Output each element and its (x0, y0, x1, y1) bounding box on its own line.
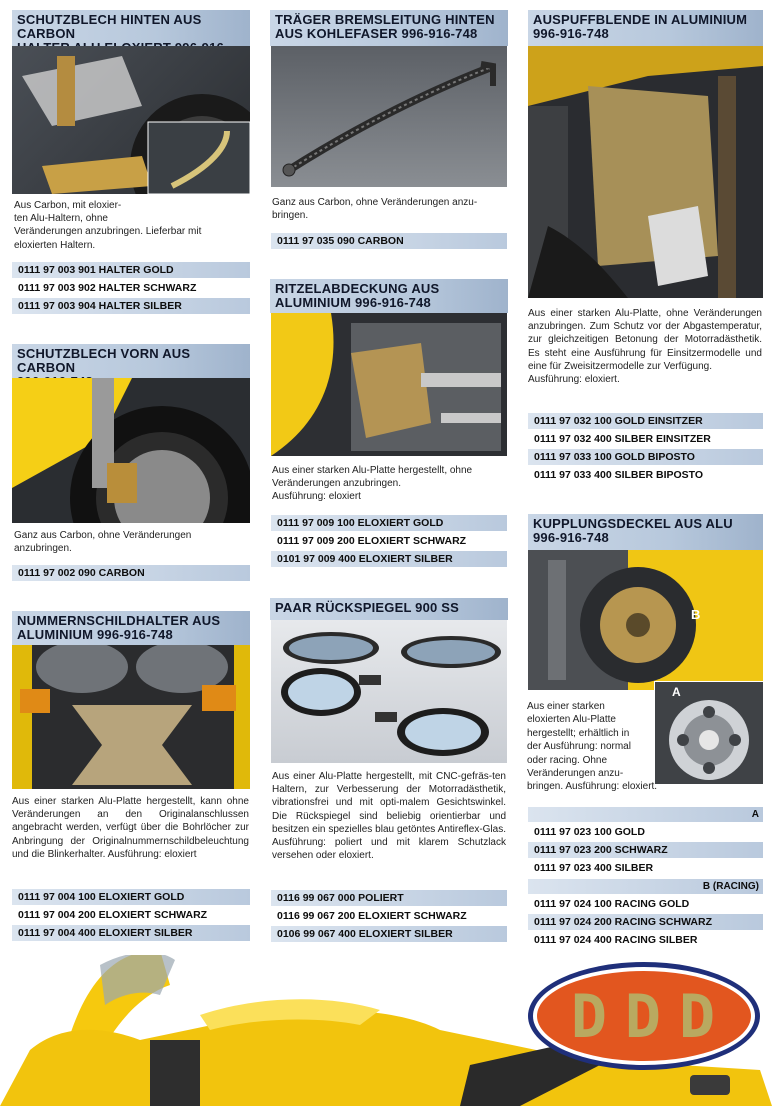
section-title (270, 10, 508, 46)
title-line: SCHUTZBLECH HINTEN AUS CARBON (17, 12, 202, 41)
section-title (12, 10, 250, 46)
product-description: Aus einer Alu-Platte hergestellt, mit CNC-gefräs-ten Haltern, zur Verbesserung der Motorradästhetik, vibrationsfrei und mit opti-malem Gesichtswinkel. Die Rückspiegel sind beliebig orientierbar und besitzen ein spezielles blau getöntes Antireflex-Glas. Ausführung: poliert und mit klarem Schutzlack versehen oder eloxiert. (272, 771, 506, 862)
description-line: ten Alu-Haltern, ohne (14, 213, 108, 225)
description-line: hergestellt; erhältlich in (527, 727, 630, 739)
part-number-row: 0106 99 067 400 ELOXIERT SILBER (271, 926, 507, 942)
title-line: ALUMINIUM 996-916-748 (275, 295, 431, 310)
part-number-row: 0101 97 009 400 ELOXIERT SILBER (271, 551, 507, 567)
description-line: Aus einer starken Alu-Platte hergestellt, ohne (272, 465, 473, 476)
title-line: NUMMERNSCHILDHALTER AUS (17, 613, 221, 628)
title-line: ALUMINIUM 996-916-748 (17, 627, 173, 642)
description-line: anzubringen. (14, 543, 72, 555)
part-number-row: 0111 97 003 904 HALTER SILBER (12, 298, 250, 314)
part-number-row: 0111 97 032 400 SILBER EINSITZER (528, 431, 763, 447)
description-line: Ganz aus Carbon, ohne Veränderungen (14, 530, 192, 541)
rear-fender-photo (12, 46, 250, 194)
part-number-row: 0111 97 024 400 RACING SILBER (528, 932, 763, 948)
clutch-cover-racing-photo (654, 681, 764, 785)
part-number-row: 0116 99 067 000 POLIERT (271, 890, 507, 906)
ddd-logo-inner (533, 967, 755, 1065)
mirrors-photo (271, 620, 507, 763)
part-number-row: 0111 97 023 400 SILBER (528, 860, 763, 876)
part-number-row: 0111 97 032 100 GOLD EINSITZER (528, 413, 763, 429)
description-line: bringen. (272, 210, 309, 222)
product-description: Aus einer starken Alu-Platte hergestellt, kann ohne Veränderungen an den Originalanschlussen angebracht werden, verfügt über die Bohrlöcher zur Anbringung der Originalnummernschildbeleuchtung und die Blinkerhalter. Ausführung: eloxiert (12, 796, 249, 860)
ddd-logo-field (537, 971, 751, 1061)
sprocket-cover-photo (271, 313, 507, 456)
front-fender-photo (12, 378, 250, 523)
description-line: Ausführung: eloxiert (272, 491, 361, 503)
description-line: Veränderungen anzubringen. Lieferbar mit (14, 226, 202, 238)
variant-tag: A (528, 807, 763, 822)
title-line: SCHUTZBLECH VORN AUS CARBON (17, 346, 191, 375)
description-text: Aus einer starken Alu-Platte, ohne Veränderungen anzubringen. Zum Schutz vor der Abgastemperatur, zur gleichzeitigen Betonung der Motorradästhetik. Es steht eine Ausführung für Einsitzermodelle und eine für Zweisitzermodelle zur Verfügung. (528, 308, 762, 372)
part-number-row: 0111 97 004 400 ELOXIERT SILBER (12, 925, 250, 941)
part-number-row: 0111 97 003 902 HALTER SCHWARZ (12, 280, 250, 296)
clutch-cover-photo (528, 550, 763, 690)
title-line: RITZELABDECKUNG AUS (275, 281, 440, 296)
part-number-row: 0111 97 033 100 GOLD BIPOSTO (528, 449, 763, 465)
ddd-logo-text: DDD (570, 982, 734, 1052)
title-line: TRÄGER BREMSLEITUNG HINTEN (275, 12, 495, 27)
description-line: Veränderungen anzu- (527, 768, 624, 780)
part-number-row: 0111 97 024 200 RACING SCHWARZ (528, 914, 763, 930)
section-title (270, 598, 508, 620)
description-line: Veränderungen anzubringen. (272, 478, 401, 490)
section-title (270, 279, 508, 313)
section-title (528, 10, 763, 46)
part-number-row: 0111 97 024 100 RACING GOLD (528, 896, 763, 912)
part-number-row: 0111 97 009 200 ELOXIERT SCHWARZ (271, 533, 507, 549)
part-number-row: 0111 97 023 200 SCHWARZ (528, 842, 763, 858)
title-line: AUS KOHLEFASER 996-916-748 (275, 26, 478, 41)
title-line: PAAR RÜCKSPIEGEL 900 SS (275, 600, 460, 615)
part-number-row: 0111 97 033 400 SILBER BIPOSTO (528, 467, 763, 483)
variant-tag: B (RACING) (528, 879, 763, 894)
exhaust-guard-photo (528, 46, 763, 298)
part-number-row: 0111 97 035 090 CARBON (271, 233, 507, 249)
description-line: Aus Carbon, mit eloxier- (14, 200, 122, 211)
title-line: 996-916-748 (533, 26, 609, 41)
ddd-logo (528, 962, 760, 1070)
description-line: eloxierten Alu-Platte (527, 714, 616, 726)
description-line: bringen. Ausführung: eloxiert. (527, 781, 658, 793)
product-description (14, 199, 246, 252)
description-line: der Ausführung: normal (527, 741, 631, 753)
product-description (14, 529, 246, 555)
brake-line-bracket-photo (271, 46, 507, 187)
variant-label-b: B (691, 607, 701, 622)
part-number-row: 0111 97 002 090 CARBON (12, 565, 250, 581)
product-description (272, 464, 506, 504)
product-description (527, 700, 658, 794)
title-line: KUPPLUNGSDECKEL AUS ALU (533, 516, 733, 531)
section-title (12, 344, 250, 378)
part-number-row: 0111 97 004 100 ELOXIERT GOLD (12, 889, 250, 905)
title-line: 996-916-748 (533, 530, 609, 545)
part-number-row: 0116 99 067 200 ELOXIERT SCHWARZ (271, 908, 507, 924)
part-number-row: 0111 97 009 100 ELOXIERT GOLD (271, 515, 507, 531)
section-title (12, 611, 250, 645)
description-line: Ausführung: eloxiert. (528, 374, 620, 386)
description-line: oder racing. Ohne (527, 754, 608, 766)
description-line: Aus einer starken (527, 701, 605, 712)
section-title (528, 514, 763, 550)
description-line: eloxierten Haltern. (14, 239, 96, 251)
part-number-row: 0111 97 023 100 GOLD (528, 824, 763, 840)
product-description (272, 196, 506, 222)
variant-label-a: A (672, 685, 681, 699)
title-line: AUSPUFFBLENDE IN ALUMINIUM (533, 12, 748, 27)
part-number-row: 0111 97 003 901 HALTER GOLD (12, 262, 250, 278)
part-number-row: 0111 97 004 200 ELOXIERT SCHWARZ (12, 907, 250, 923)
license-plate-holder-photo (12, 645, 250, 789)
product-description (528, 307, 762, 386)
description-line: Ganz aus Carbon, ohne Veränderungen anzu- (272, 197, 478, 208)
